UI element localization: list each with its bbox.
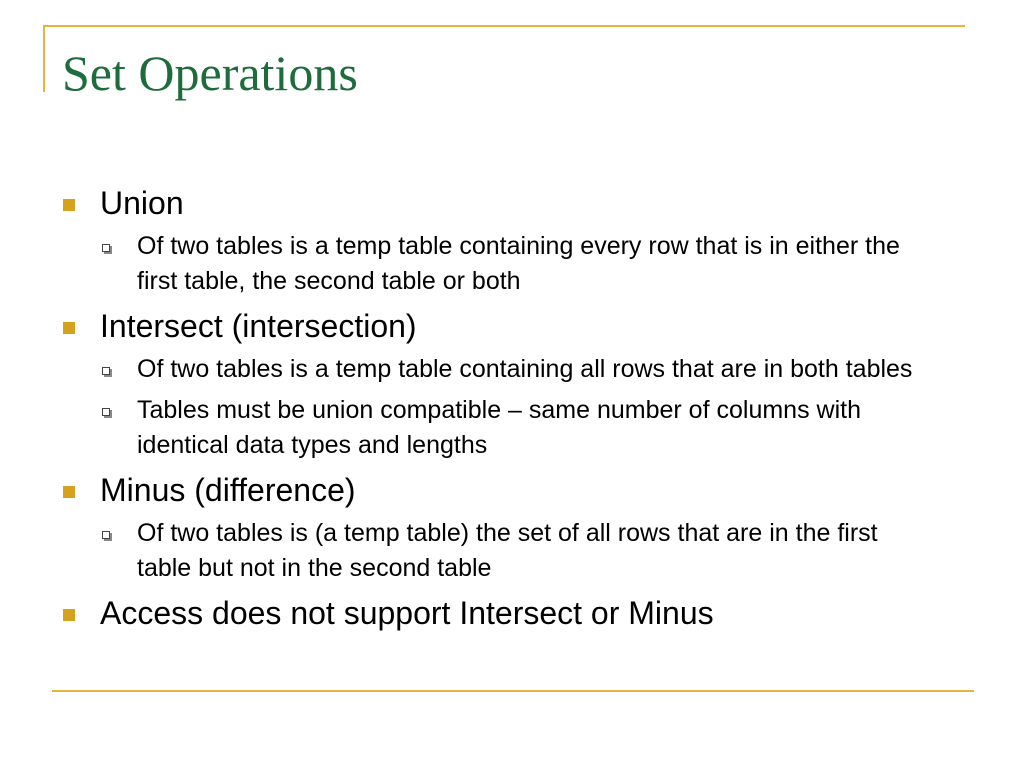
bullet-text: Intersect (intersection)	[100, 308, 417, 344]
square-bullet-icon	[63, 486, 75, 498]
sub-bullet-union-compatible	[62, 393, 972, 463]
hollow-square-bullet-icon	[102, 367, 110, 375]
slide-title: Set Operations	[62, 45, 358, 101]
bullet-text: Minus (difference)	[100, 472, 356, 508]
hollow-square-bullet-icon	[102, 531, 110, 539]
square-bullet-icon	[63, 322, 75, 334]
sub-bullet-text: Of two tables is a temp table containing all rows that are in both tables	[137, 355, 913, 383]
hollow-square-bullet-icon	[102, 408, 110, 416]
bullet-access-note	[62, 592, 972, 634]
square-bullet-icon	[63, 199, 75, 211]
sub-bullet-text: Of two tables is (a temp table) the set of all rows that are in the first table but not in the second table	[137, 519, 878, 582]
bullet-union	[62, 182, 972, 224]
square-bullet-icon	[63, 609, 75, 621]
sub-bullet-text: Of two tables is a temp table containing every row that is in either the first table, the second table or both	[137, 232, 900, 295]
bullet-intersect	[62, 305, 972, 347]
bullet-list	[62, 182, 972, 639]
bullet-text: Union	[100, 185, 184, 221]
sub-bullet-union-definition	[62, 229, 972, 299]
hollow-square-bullet-icon	[102, 244, 110, 252]
sub-bullet-text: Tables must be union compatible – same number of columns with identical data types and lengths	[137, 396, 861, 459]
frame-top-line	[44, 25, 965, 27]
frame-bottom-line	[52, 690, 974, 692]
bullet-minus	[62, 469, 972, 511]
sub-bullet-intersect-definition	[62, 352, 972, 387]
sub-bullet-minus-definition	[62, 516, 972, 586]
frame-left-line	[43, 25, 45, 92]
bullet-text: Access does not support Intersect or Minus	[100, 595, 714, 631]
